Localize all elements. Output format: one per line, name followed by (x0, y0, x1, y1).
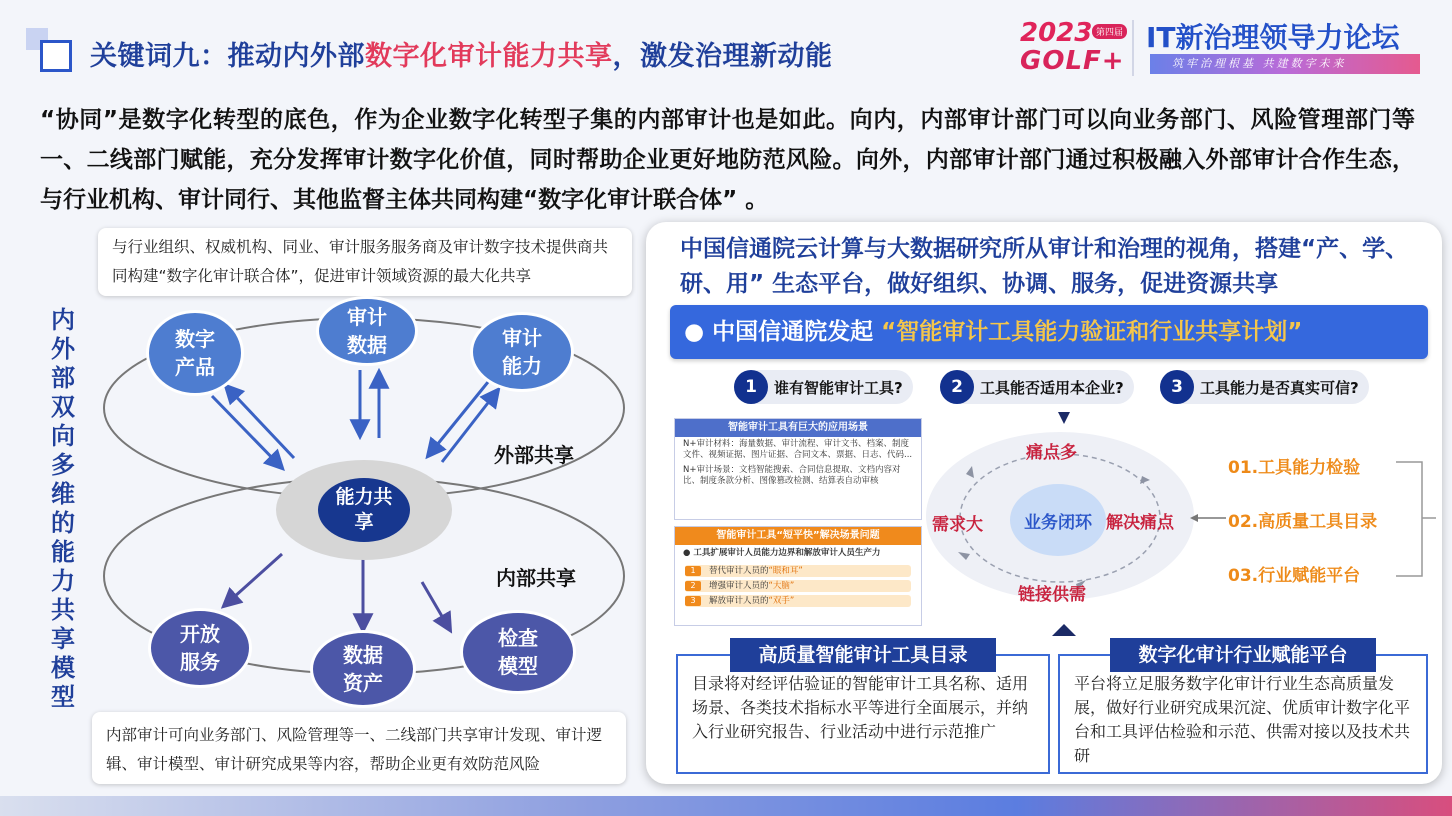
loop-solve-pain: 解决痛点 (1106, 513, 1174, 533)
mini-card-row (685, 595, 911, 607)
business-loop-center: 业务闭环 (1010, 484, 1106, 556)
loop-big-demand: 需求大 (932, 515, 983, 535)
node-label: 审计数据 (347, 305, 387, 357)
mini-card-title: 智能审计工具“短平快”解决场景问题 (675, 527, 921, 545)
row-text: 替代审计人员的 (709, 565, 769, 576)
question-text: 谁有智能审计工具? (774, 378, 903, 397)
node-inspection-models (460, 610, 576, 694)
logo-brand: GOLF+ (1020, 46, 1125, 76)
question-number: 2 (940, 370, 974, 404)
logo-year: 2023 (1020, 18, 1093, 48)
internal-sharing-note: 内部审计可向业务部门、风险管理等一、二线部门共享审计发现、审计逻辑、审计模型、审计研究成果等内容，帮助企业更有效防范风险 (92, 712, 626, 784)
up-triangle-icon (1052, 624, 1076, 636)
node-label: 开放服务 (180, 622, 220, 674)
mini-card-row (685, 565, 911, 577)
banner-prefix: 中国信通院发起 (712, 319, 874, 345)
node-label: 检查模型 (498, 626, 538, 678)
banner-highlight: “智能审计工具能力验证和行业共享计划” (881, 319, 1303, 345)
node-label: 数据资产 (343, 643, 383, 695)
row-highlight: “双手” (768, 595, 795, 606)
mini-card-text: N+审计材料：海量数据、审计流程、审计文书、档案、制度文件、视频证据、图片证据、合同文本、票据、日志、代码... (683, 439, 913, 460)
initiative-banner: ● 中国信通院发起 “智能审计工具能力验证和行业共享计划” (670, 305, 1428, 359)
mini-card-subtitle: ● 工具扩展审计人员能力边界和解放审计人员生产力 (683, 548, 881, 558)
question-number: 3 (1160, 370, 1194, 404)
enablement-platform-text: 平台将立足服务数字化审计行业生态高质量发展，做好行业研究成果沉淀、优质审计数字化平台和工具评估检验和示范、供需对接以及技术共研 (1074, 674, 1411, 765)
question-text: 工具能力是否真实可信? (1200, 378, 1359, 397)
down-triangle-icon (1058, 412, 1070, 424)
application-scenarios-card (674, 418, 922, 520)
external-sharing-label: 外部共享 (494, 443, 574, 467)
steps-bracket (1396, 462, 1422, 576)
arrow-audit-capability-in (428, 382, 488, 456)
intro-paragraph: “协同”是数字化转型的底色，作为企业数字化转型子集的内部审计也是如此。向内，内部审计部门可以向业务部门、风险管理部门等一、二线部门赋能，充分发挥审计数字化价值，同时帮助企业更好地防范风险。向外，内部审计部门通过积极融入外部审计合作生态，与行业机构、审计同行、其他监督主体共同构建“数字化审计联合体” 。 (40, 107, 1415, 213)
tool-catalog-text: 目录将对经评估验证的智能审计工具名称、适用场景、各类技术指标水平等进行全面展示，并纳入行业研究报告、行业活动中进行示范推广 (692, 674, 1029, 741)
caict-panel-title: 中国信通院云计算与大数据研究所从审计和治理的视角，搭建“产、学、研、用” 生态平台，做好组织、协调、服务，促进资源共享 (680, 236, 1409, 297)
center-capability-sharing (276, 460, 452, 560)
row-number: 1 (685, 566, 701, 576)
internal-sharing-label: 内部共享 (496, 566, 576, 590)
node-digital-products (146, 310, 244, 396)
logo-edition: 第四届 (1092, 24, 1127, 39)
center-label: 能力共享 (318, 478, 410, 542)
node-audit-data (316, 296, 418, 366)
row-text: 增强审计人员的 (709, 580, 769, 591)
enablement-platform-box (1058, 654, 1428, 774)
quick-solution-card (674, 526, 922, 626)
event-logo (1020, 16, 1430, 80)
mini-card-row (685, 580, 911, 592)
arrow-open-services (224, 554, 282, 606)
step-tool-catalog: 02.高质量工具目录 (1228, 512, 1378, 532)
question-number: 1 (734, 370, 768, 404)
row-highlight: “眼和耳” (768, 565, 803, 576)
node-label: 审计能力 (502, 326, 542, 378)
question-2 (940, 370, 1134, 404)
node-data-assets (310, 630, 416, 708)
mini-card-text: N+审计场景：文档智能搜索、合同信息提取、文档内容对比、制度条款分析、图像篡改检测、结算表自动审核 (683, 465, 901, 486)
tool-catalog-box (676, 654, 1050, 774)
row-number: 3 (685, 596, 701, 606)
tool-catalog-title: 高质量智能审计工具目录 (730, 638, 996, 672)
row-text: 解放审计人员的 (709, 595, 769, 606)
sharing-model-diagram (96, 296, 636, 716)
node-label: 数字产品 (175, 327, 215, 379)
logo-title: IT新治理领导力论坛 (1146, 21, 1400, 54)
footer-gradient-bar (0, 796, 1452, 816)
external-sharing-note: 与行业组织、权威机构、同业、审计服务服务商及审计数字技术提供商共同构建“数字化审计联合体”，促进审计领域资源的最大化共享 (98, 228, 632, 296)
loop-pain-points: 痛点多 (1026, 443, 1077, 463)
enablement-platform-title: 数字化审计行业赋能平台 (1110, 638, 1376, 672)
step-industry-platform: 03.行业赋能平台 (1228, 566, 1361, 586)
question-1 (734, 370, 913, 404)
arrow-left-icon (1190, 514, 1198, 522)
page-title: 关键词九：推动内外部数字化审计能力共享，激发治理新动能 (90, 41, 833, 72)
mini-card-title: 智能审计工具有巨大的应用场景 (675, 419, 921, 437)
loop-link-supply-demand: 链接供需 (1018, 585, 1086, 605)
logo-slogan: 筑牢治理根基 共建数字未来 (1150, 54, 1420, 74)
node-open-services (148, 608, 252, 688)
node-audit-capability (470, 312, 574, 392)
row-highlight: “大脑” (768, 580, 795, 591)
question-3 (1160, 370, 1369, 404)
header-square-icon (40, 40, 72, 72)
step-tool-verification: 01.工具能力检验 (1228, 458, 1361, 478)
logo-divider (1132, 20, 1134, 76)
question-text: 工具能否适用本企业? (980, 378, 1124, 397)
arrow-inspection-models (422, 582, 450, 630)
row-number: 2 (685, 581, 701, 591)
model-vertical-title: 内外部双向多维的能力共享模型 (51, 306, 75, 711)
